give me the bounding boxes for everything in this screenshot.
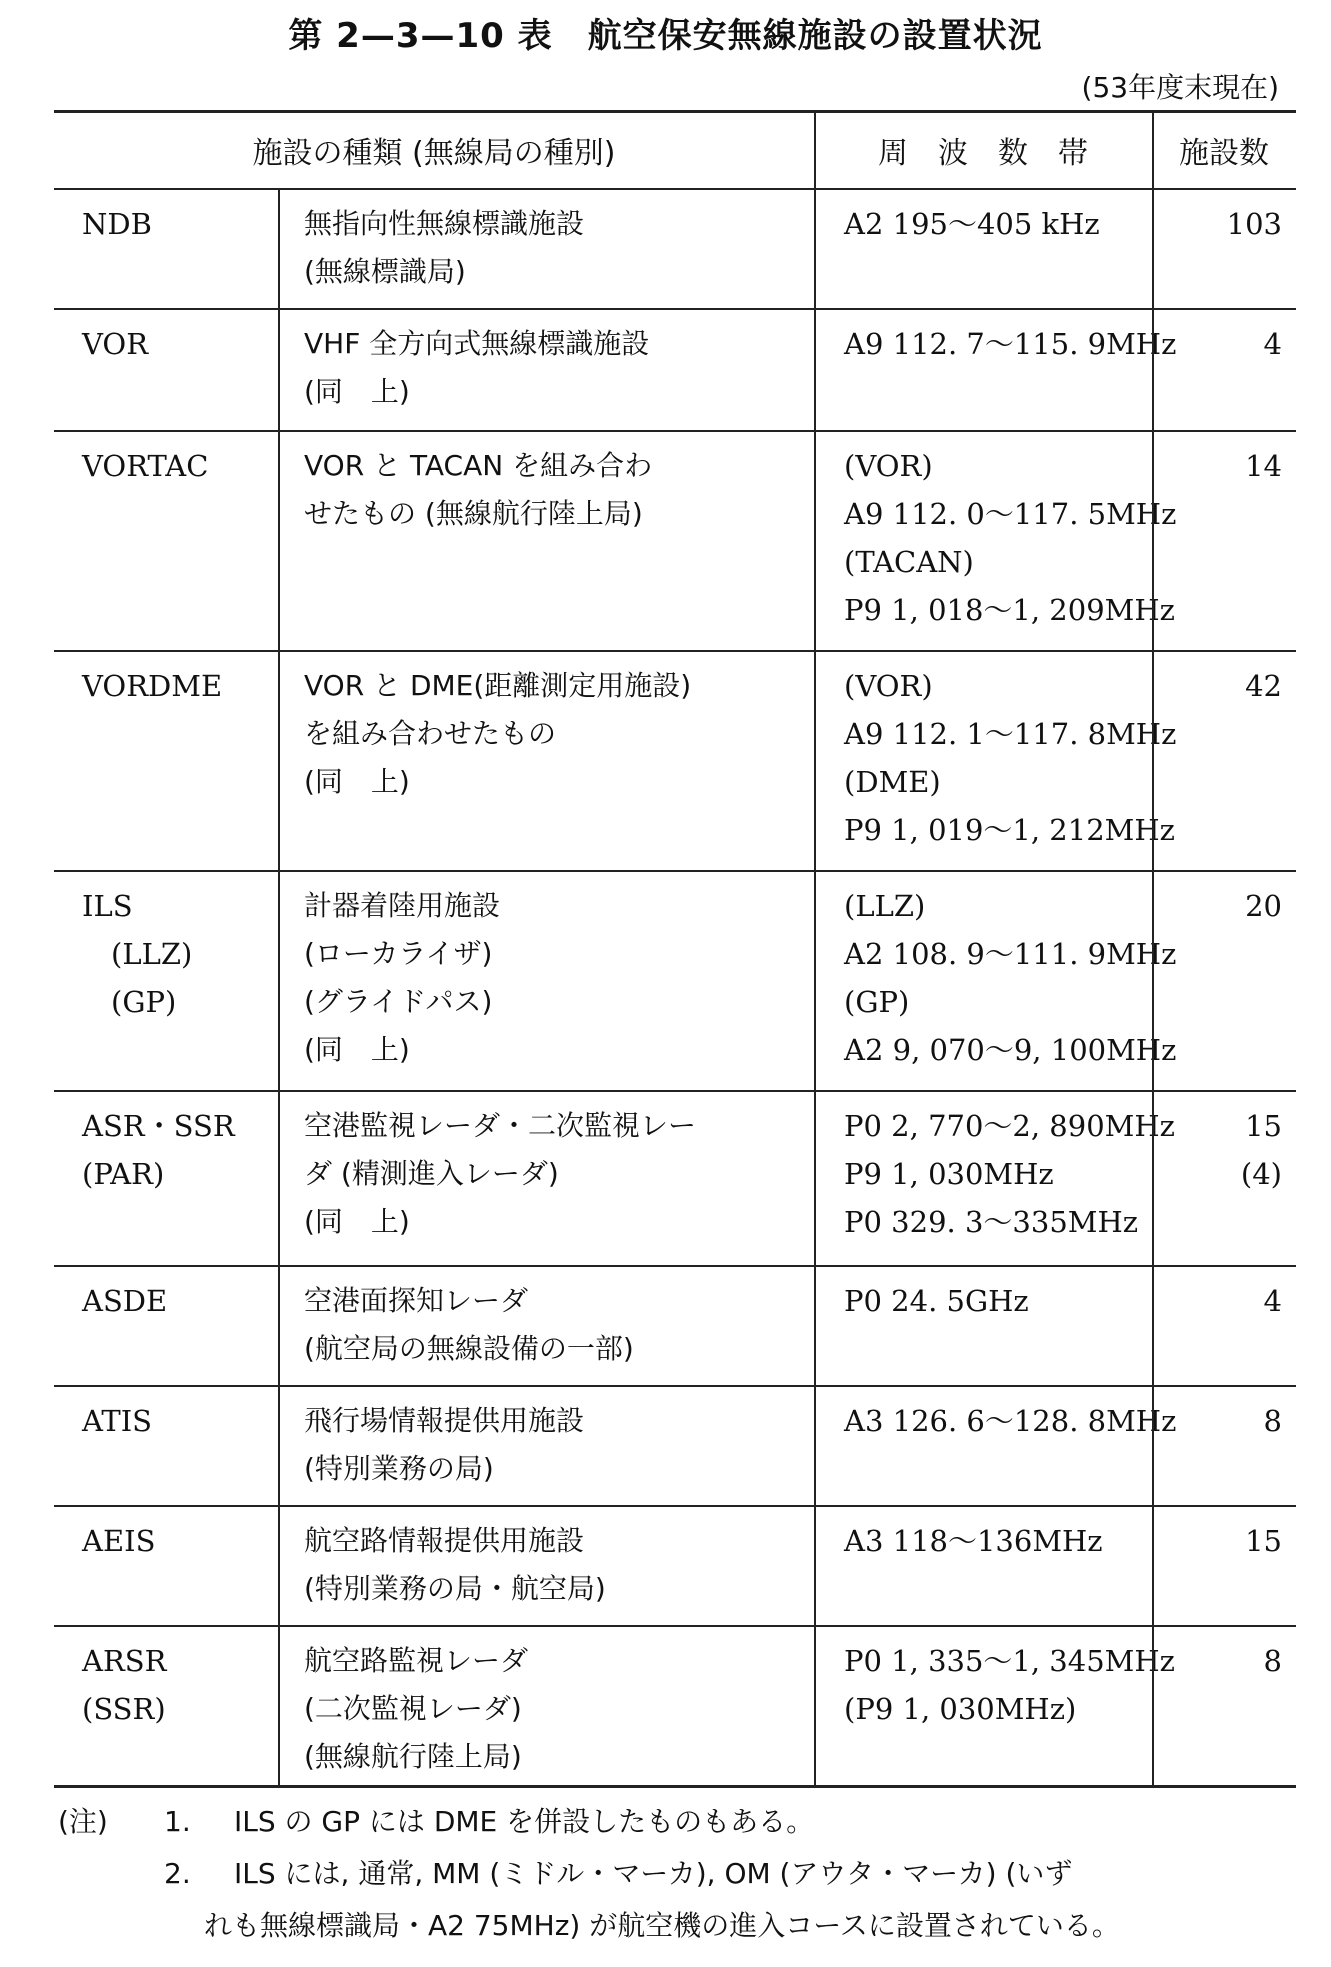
row-6-freq-line: P0 329. 3〜335MHz — [844, 1205, 1139, 1239]
row-6-desc-line: 空港監視レーダ・二次監視レー — [304, 1109, 697, 1142]
row-6-desc-line: ダ (精測進入レーダ) — [304, 1157, 559, 1190]
row-9-count-line: 15 — [1245, 1524, 1282, 1558]
row-5-code-line: (GP) — [82, 985, 177, 1019]
row-5-freq-line: (LLZ) — [844, 889, 926, 923]
row-2-desc-line: VHF 全方向式無線標識施設 — [304, 327, 650, 360]
row-8-code-line: ATIS — [82, 1404, 153, 1438]
row-10-freq-line: P0 1, 335〜1, 345MHz — [844, 1644, 1175, 1678]
row-4-desc-line: VOR と DME(距離測定用施設) — [304, 669, 692, 702]
row-4-code-line: VORDME — [82, 669, 223, 703]
row-5-freq-line: A2 9, 070〜9, 100MHz — [844, 1033, 1177, 1067]
row-separator — [54, 1505, 1296, 1507]
row-3-freq-line: A9 112. 0〜117. 5MHz — [844, 497, 1177, 531]
row-separator — [54, 430, 1296, 432]
row-1-desc-line: 無指向性無線標識施設 — [304, 207, 585, 240]
row-1-count-line: 103 — [1226, 207, 1282, 241]
row-9-freq-line: A3 118〜136MHz — [844, 1524, 1103, 1558]
row-5-desc-line: (ローカライザ) — [304, 937, 493, 970]
code-desc-separator — [278, 188, 280, 1785]
row-3-desc-line: VOR と TACAN を組み合わ — [304, 449, 653, 482]
row-separator — [54, 870, 1296, 872]
row-separator — [54, 1625, 1296, 1627]
row-separator — [54, 308, 1296, 310]
note-2-text-line-1: ILS には, 通常, MM (ミドル・マーカ), OM (アウタ・マーカ) (いず — [234, 1857, 1073, 1890]
row-7-desc-line: (航空局の無線設備の一部) — [304, 1332, 634, 1365]
row-10-code-line: (SSR) — [82, 1692, 166, 1726]
row-separator — [54, 650, 1296, 652]
row-7-code-line: ASDE — [82, 1284, 168, 1318]
row-4-freq-line: (DME) — [844, 765, 941, 799]
row-5-desc-line: 計器着陸用施設 — [304, 889, 501, 922]
header-frequency: 周 波 数 帯 — [878, 136, 1088, 171]
row-4-freq-line: A9 112. 1〜117. 8MHz — [844, 717, 1177, 751]
note-1-text: ILS の GP には DME を併設したものもある。 — [234, 1805, 815, 1838]
row-5-count-line: 20 — [1245, 889, 1282, 923]
row-1-desc-line: (無線標識局) — [304, 255, 466, 288]
row-6-freq-line: P0 2, 770〜2, 890MHz — [844, 1109, 1175, 1143]
row-1-freq-line: A2 195〜405 kHz — [844, 207, 1100, 241]
row-7-freq-line: P0 24. 5GHz — [844, 1284, 1029, 1318]
row-separator — [54, 1385, 1296, 1387]
table-title: 第 2—3—10 表 航空保安無線施設の設置状況 — [288, 16, 1043, 56]
row-5-desc-line: (同 上) — [304, 1033, 410, 1066]
row-5-freq-line: (GP) — [844, 985, 910, 1019]
row-5-desc-line: (グライドパス) — [304, 985, 493, 1018]
facility-table — [54, 110, 1296, 1785]
row-5-freq-line: A2 108. 9〜111. 9MHz — [844, 937, 1177, 971]
row-3-freq-line: P9 1, 018〜1, 209MHz — [844, 593, 1175, 627]
row-8-desc-line: 飛行場情報提供用施設 — [304, 1404, 585, 1437]
table-top-rule — [54, 110, 1296, 113]
row-10-code-line: ARSR — [82, 1644, 167, 1678]
row-7-desc-line: 空港面探知レーダ — [304, 1284, 529, 1317]
freq-count-separator — [1152, 110, 1154, 1785]
desc-freq-separator — [814, 110, 816, 1785]
row-6-count-line: (4) — [1240, 1157, 1282, 1191]
row-4-freq-line: P9 1, 019〜1, 212MHz — [844, 813, 1175, 847]
row-10-desc-line: 航空路監視レーダ — [304, 1644, 529, 1677]
row-3-count-line: 14 — [1245, 449, 1282, 483]
row-10-count-line: 8 — [1263, 1644, 1282, 1678]
row-10-desc-line: (二次監視レーダ) — [304, 1692, 522, 1725]
row-8-desc-line: (特別業務の局) — [304, 1452, 494, 1485]
row-8-freq-line: A3 126. 6〜128. 8MHz — [844, 1404, 1177, 1438]
row-6-freq-line: P9 1, 030MHz — [844, 1157, 1054, 1191]
row-1-code-line: NDB — [82, 207, 152, 241]
row-9-desc-line: 航空路情報提供用施設 — [304, 1524, 585, 1557]
row-3-code-line: VORTAC — [82, 449, 209, 483]
notes-label: (注) — [58, 1805, 108, 1838]
row-8-count-line: 8 — [1263, 1404, 1282, 1438]
row-3-freq-line: (VOR) — [844, 449, 933, 483]
row-2-code-line: VOR — [82, 327, 149, 361]
row-3-desc-line: せたもの (無線航行陸上局) — [304, 497, 643, 530]
row-2-freq-line: A9 112. 7〜115. 9MHz — [844, 327, 1177, 361]
note-2-text-line-2: れも無線標識局・A2 75MHz) が航空機の進入コースに設置されている。 — [204, 1909, 1120, 1942]
header-facility: 施設の種類 (無線局の種別) — [252, 136, 616, 171]
row-9-code-line: AEIS — [82, 1524, 156, 1558]
row-6-desc-line: (同 上) — [304, 1205, 410, 1238]
row-3-freq-line: (TACAN) — [844, 545, 974, 579]
row-4-count-line: 42 — [1245, 669, 1282, 703]
row-5-code-line: (LLZ) — [82, 937, 193, 971]
row-4-desc-line: を組み合わせたもの — [304, 717, 557, 750]
row-6-code-line: ASR・SSR — [82, 1109, 235, 1143]
row-4-freq-line: (VOR) — [844, 669, 933, 703]
header-count: 施設数 — [1179, 136, 1269, 171]
row-9-desc-line: (特別業務の局・航空局) — [304, 1572, 606, 1605]
row-7-count-line: 4 — [1263, 1284, 1282, 1318]
row-10-freq-line: (P9 1, 030MHz) — [844, 1692, 1077, 1726]
table-bottom-rule — [54, 1785, 1296, 1788]
row-6-count-line: 15 — [1245, 1109, 1282, 1143]
note-2-number: 2. — [164, 1857, 191, 1890]
row-6-code-line: (PAR) — [82, 1157, 165, 1191]
row-2-count-line: 4 — [1263, 327, 1282, 361]
header-rule — [54, 188, 1296, 190]
table-subtitle: (53年度末現在) — [1081, 71, 1279, 104]
row-separator — [54, 1090, 1296, 1092]
row-4-desc-line: (同 上) — [304, 765, 410, 798]
row-separator — [54, 1265, 1296, 1267]
row-10-desc-line: (無線航行陸上局) — [304, 1740, 522, 1773]
row-2-desc-line: (同 上) — [304, 375, 410, 408]
row-5-code-line: ILS — [82, 889, 133, 923]
note-1-number: 1. — [164, 1805, 191, 1838]
